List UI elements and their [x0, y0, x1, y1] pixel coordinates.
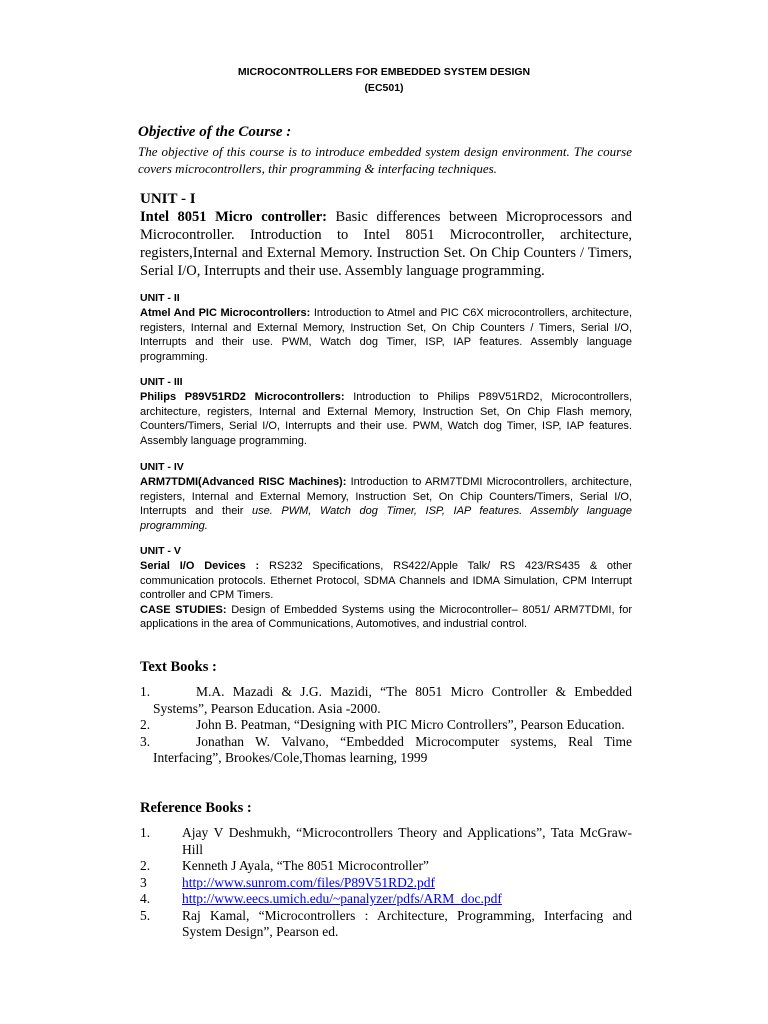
sunrom-pdf-link[interactable]: http://www.sunrom.com/files/P89V51RD2.pdf — [182, 874, 435, 890]
unit-4-topic: ARM7TDMI(Advanced RISC Machines): — [140, 476, 347, 488]
unit-4-text: Introduction to ARM7TDMI Microcontrollers, architecture, registers, Internal and External Memory, Instruction Set, On Chip Counters/Timers, Serial I/O, Interrupts and their — [140, 476, 632, 517]
unit-3-text: Introduction to Philips P89V51RD2, Microcontrollers, architecture, registers, Internal and External Memory, Instruction Set, On Chip Flash memory, Counters/Timers, Serial I/O, Interrupts and their use. PWM, Watch dog Timer, ISP, IAP features. Assembly language programming. — [140, 391, 632, 447]
course-title: MICROCONTROLLERS FOR EMBEDDED SYSTEM DESIGN — [237, 66, 531, 78]
reference-book-number: 5. — [140, 907, 151, 923]
reference-book-number: 3 — [140, 874, 147, 890]
unit-1-body — [140, 208, 632, 280]
unit-3-body — [140, 390, 632, 448]
text-book-text: John B. Peatman, “Designing with PIC Micro Controllers”, Pearson Education. — [196, 717, 625, 732]
unit-4-body — [140, 475, 632, 533]
reference-book-text: Raj Kamal, “Microcontrollers : Architecture, Programming, Interfacing and System Design”, Pearson ed. — [182, 907, 632, 939]
reference-books-list — [140, 825, 632, 941]
unit-2-text: Introduction to Atmel and PIC C6X microcontrollers, architecture, registers, Internal and External Memory, Instruction Set, On Chip Counters / Timers, Serial I/O, Interrupts and their use. PWM, Watch dog Timer, ISP, IAP features. Assembly language programming. — [140, 307, 633, 363]
unit-2-heading: UNIT - II — [140, 292, 180, 304]
objective-heading: Objective of the Course : — [138, 124, 292, 140]
text-books-heading: Text Books : — [140, 659, 217, 675]
objective-text: The objective of this course is to introduce embedded system design environment. The course covers microcontrollers, thir programming & interfacing techniques. — [138, 144, 632, 176]
unit-3-heading: UNIT - III — [140, 376, 183, 388]
reference-book-number: 1. — [140, 825, 151, 840]
unit-4-italic-text: use. PWM, Watch dog Timer, ISP, IAP features. Assembly language programming. — [140, 505, 632, 532]
text-book-number: 1. — [140, 684, 151, 699]
reference-book-item — [140, 875, 632, 892]
text-book-item — [140, 734, 632, 767]
text-book-number: 2. — [140, 717, 151, 732]
unit-1-text: Basic differences between Microprocessors and Microcontroller. Introduction to Intel 8051 Microcontroller, architecture, registers,Internal and External Memory. Instruction Set. On Chip Counters / Timers, Serial I/O, Interrupts and their use. Assembly language programming. — [140, 209, 632, 279]
unit-2-body — [140, 306, 632, 364]
unit-1-topic: Intel 8051 Micro controller: — [140, 209, 327, 225]
reference-book-item — [140, 825, 632, 858]
unit-5-topic: Serial I/O Devices : — [140, 560, 260, 572]
unit-2-topic: Atmel And PIC Microcontrollers: — [140, 307, 311, 319]
course-code: (EC501) — [364, 82, 404, 94]
reference-book-item — [140, 858, 632, 875]
arm-doc-pdf-link[interactable]: http://www.eecs.umich.edu/~panalyzer/pdfs/ARM_doc.pdf — [182, 891, 502, 906]
reference-book-number: 2. — [140, 858, 151, 873]
unit-1-heading: UNIT - I — [140, 191, 196, 207]
reference-book-text: Kenneth J Ayala, “The 8051 Microcontroller” — [182, 858, 429, 873]
reference-book-item — [140, 908, 632, 941]
reference-book-number: 4. — [140, 891, 151, 906]
reference-book-text: Ajay V Deshmukh, “Microcontrollers Theory and Applications”, Tata McGraw-Hill — [182, 825, 632, 857]
text-book-text: M.A. Mazadi & J.G. Mazidi, “The 8051 Micro Controller & Embedded Systems”, Pearson Education. Asia -2000. — [153, 684, 632, 716]
text-book-item — [140, 684, 632, 717]
unit-4-heading: UNIT - IV — [140, 461, 184, 473]
text-book-item — [140, 717, 632, 734]
reference-book-item — [140, 891, 632, 908]
reference-books-heading: Reference Books : — [140, 800, 252, 816]
unit-3-topic: Philips P89V51RD2 Microcontrollers: — [140, 391, 345, 403]
unit-5-body — [140, 559, 632, 632]
text-book-text: Jonathan W. Valvano, “Embedded Microcomputer systems, Real Time Interfacing”, Brookes/Cole,Thomas learning, 1999 — [153, 733, 632, 765]
case-studies-label: CASE STUDIES: — [140, 603, 227, 616]
case-studies-text: Design of Embedded Systems using the Microcontroller– 8051/ ARM7TDMI, for applications in the area of Communications, Automotives, and industrial control. — [140, 603, 632, 630]
text-books-list — [140, 684, 632, 767]
text-book-number: 3. — [140, 733, 151, 749]
unit-5-text: RS232 Specifications, RS422/Apple Talk/ RS 423/RS435 & other communication protocols. Ethernet Protocol, SDMA Channels and IDMA Simulation, CPM Interrupt controller and CPM Timers. — [140, 560, 633, 601]
unit-5-heading: UNIT - V — [140, 545, 181, 557]
